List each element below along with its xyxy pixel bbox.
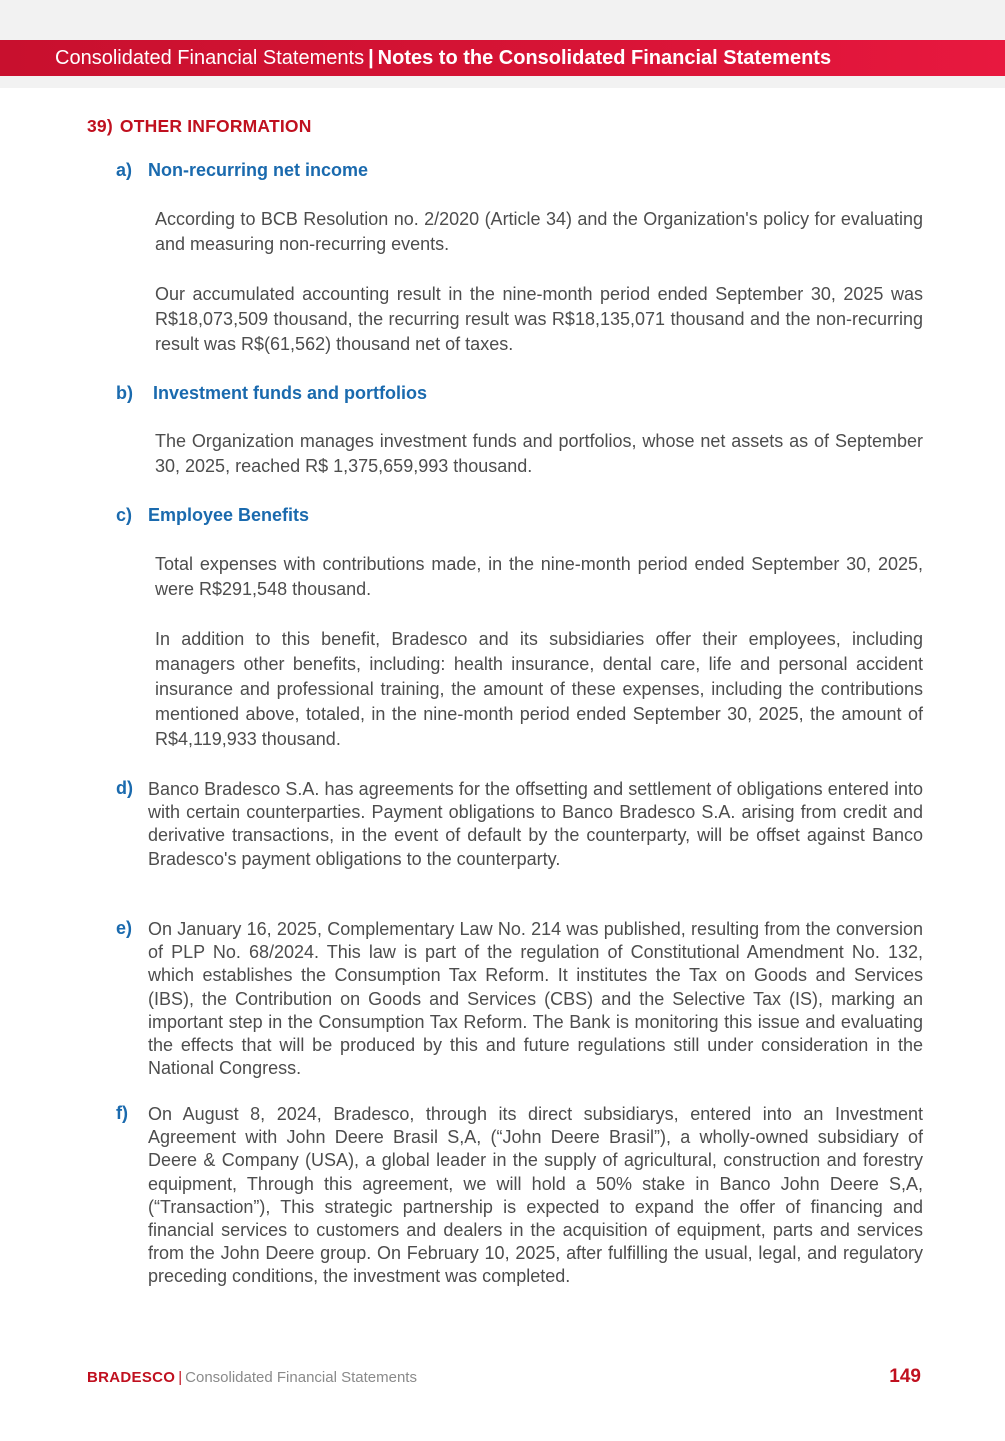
header-band (0, 40, 1005, 76)
item-d-letter: d) (116, 778, 133, 798)
subsection-a-paragraph-2: Our accumulated accounting result in the nine-month period ended September 30, 2025 was R$18,073,509 thousand, the recurring result was R$18,135,071 thousand and the non-recurring result was R$(61,562) thousand net of taxes. (155, 284, 923, 354)
item-f-letter: f) (116, 1103, 128, 1123)
header-separator: | (368, 46, 374, 69)
item-e (116, 918, 923, 1080)
item-e-text: On January 16, 2025, Complementary Law No. 214 was published, resulting from the conversion of PLP No. 68/2024. This law is part of the regulation of Constitutional Amendment No. 132, which establishes the Consumption Tax Reform. It institutes the Tax on Goods and Services (IBS), the Contribution on Goods and Services (CBS) and the Selective Tax (IS), marking an important step in the Consumption Tax Reform. The Bank is monitoring this issue and evaluating the effects that will be produced by this and future regulations still under consideration in the National Congress. (148, 919, 923, 1079)
section-title (87, 116, 312, 137)
subsection-c-paragraph-1: Total expenses with contributions made, in the nine-month period ended September 30, 2025, were R$291,548 thousand. (155, 554, 923, 599)
footer (87, 1369, 417, 1386)
section-title-text: OTHER INFORMATION (119, 116, 312, 136)
subsection-b-paragraph-1: The Organization manages investment funds and portfolios, whose net assets as of September 30, 2025, reached R$ 1,375,659,993 thousand. (155, 431, 923, 476)
header-title (55, 47, 831, 70)
footer-brand: BRADESCO (87, 1369, 176, 1386)
subsection-c-letter: c) (116, 505, 133, 525)
header-right: Notes to the Consolidated Financial Statements (377, 46, 832, 69)
subsection-c-title: Employee Benefits (148, 505, 310, 525)
item-f-text: On August 8, 2024, Bradesco, through its direct subsidiarys, entered into an Investment Agreement with John Deere Brasil S,A, (“John Deere Brasil”), a wholly-owned subsidiary of Deere & Company (USA), a global leader in the supply of agricultural, construction and forestry equipment, Through this agreement, we will hold a 50% stake in Banco John Deere S,A, (“Transaction”), This strategic partnership is expected to expand the offer of financing and financial services to customers and dealers in the acquisition of equipment, parts and services from the John Deere group. On February 10, 2025, after fulfilling the usual, legal, and regulatory preceding conditions, the investment was completed. (148, 1104, 923, 1287)
subsection-a-letter: a) (116, 160, 133, 180)
subsection-a-heading (116, 160, 368, 181)
item-e-letter: e) (116, 918, 133, 938)
footer-doc-title: Consolidated Financial Statements (185, 1369, 417, 1386)
subsection-a-paragraph-1: According to BCB Resolution no. 2/2020 (Article 34) and the Organization's policy for evaluating and measuring non-recurring events. (155, 209, 923, 254)
item-f (116, 1103, 923, 1289)
subsection-c-paragraph-2: In addition to this benefit, Bradesco and its subsidiaries offer their employees, including managers other benefits, including: health insurance, dental care, life and personal accident insurance and professional training, the amount of these expenses, including the contributions mentioned above, totaled, in the nine-month period ended September 30, 2025, the amount of R$4,119,933 thousand. (155, 629, 923, 749)
page-number: 149 (889, 1366, 921, 1387)
subsection-b-letter: b) (116, 383, 133, 403)
item-d-text: Banco Bradesco S.A. has agreements for the offsetting and settlement of obligations entered into with certain counterparties. Payment obligations to Banco Bradesco S.A. arising from credit and derivative transactions, in the event of default by the counterparty, will be offset against Banco Bradesco's payment obligations to the counterparty. (148, 779, 923, 869)
subsection-b-heading (116, 383, 427, 404)
footer-separator: | (178, 1369, 183, 1386)
subsection-c-heading (116, 505, 309, 526)
header-left: Consolidated Financial Statements (55, 46, 365, 69)
item-d (116, 778, 923, 871)
subsection-a-title: Non-recurring net income (148, 160, 369, 180)
section-number: 39) (87, 116, 113, 136)
subsection-b-title: Investment funds and portfolios (153, 383, 428, 403)
